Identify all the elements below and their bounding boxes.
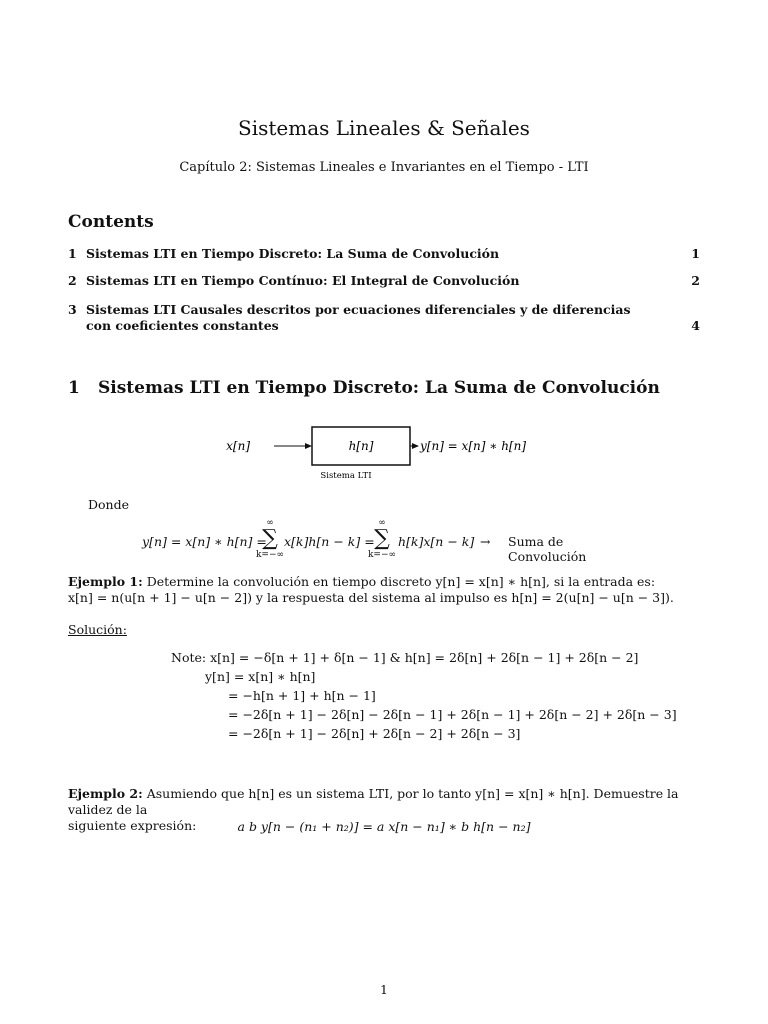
toc-item[interactable] <box>68 246 700 264</box>
sum-upper-limit: ∞ <box>378 518 386 528</box>
section-title: Sistemas LTI en Tiempo Discreto: La Suma de Convolución <box>98 378 660 398</box>
toc-item-text: Sistemas LTI en Tiempo Contínuo: El Integral de Convolución <box>86 273 520 288</box>
section-number: 1 <box>68 378 80 398</box>
diagram-input-label: x[n] <box>226 439 250 453</box>
section-heading <box>68 378 700 400</box>
contents-heading: Contents <box>68 212 154 232</box>
example-1 <box>68 574 708 606</box>
arrow-right-icon: → <box>480 534 491 549</box>
sigma-icon: ∑ <box>374 526 390 551</box>
conv-eq-term2: h[k]x[n − k] <box>398 534 475 549</box>
page-number: 1 <box>380 982 388 997</box>
toc-item[interactable] <box>68 273 700 291</box>
example-2-text: Asumiendo que h[n] es un sistema LTI, por lo tanto y[n] = x[n] ∗ h[n]. Demuestre la validez de la <box>68 786 679 817</box>
toc-item-text: Sistemas LTI en Tiempo Discreto: La Suma de Convolución <box>86 246 500 261</box>
sum-lower-limit: k=−∞ <box>367 550 397 560</box>
toc-item-number: 2 <box>68 273 77 288</box>
solution-step: = −2δ[n + 1] − 2δ[n] − 2δ[n − 1] + 2δ[n − 1] + 2δ[n − 2] + 2δ[n − 3] <box>228 707 677 722</box>
conv-eq-label: Suma de Convolución <box>508 534 587 564</box>
diagram-output-label: y[n] = x[n] ∗ h[n] <box>420 439 527 453</box>
convolution-equation <box>142 518 642 564</box>
input-arrow-head <box>305 443 312 449</box>
diagram-caption: Sistema LTI <box>320 471 372 481</box>
toc-item-page: 4 <box>691 318 700 333</box>
example-1-line1 <box>68 574 708 590</box>
example-2-line2: siguiente expresión: <box>68 818 197 833</box>
donde-text: Donde <box>88 497 129 512</box>
toc-item-page: 1 <box>691 246 700 261</box>
toc-item-text: Sistemas LTI Causales descritos por ecuaciones diferenciales y de diferencias con coeficientes constantes <box>86 302 631 333</box>
sum-upper-limit: ∞ <box>266 518 274 528</box>
sum-lower-limit: k=−∞ <box>255 550 285 560</box>
example-1-label: Ejemplo 1: <box>68 574 143 589</box>
lti-block-diagram <box>226 420 550 486</box>
toc-item[interactable] <box>68 302 700 336</box>
conv-eq-lhs: y[n] = x[n] ∗ h[n] = <box>142 534 267 549</box>
summation-symbol <box>362 518 402 560</box>
document-subtitle: Capítulo 2: Sistemas Lineales e Invariantes en el Tiempo - LTI <box>179 160 589 175</box>
toc-item-number: 1 <box>68 246 77 261</box>
example-1-text: Determine la convolución en tiempo discreto y[n] = x[n] ∗ h[n], si la entrada es: <box>146 574 656 589</box>
example-2-equation: a b y[n − (n₁ + n₂)] = a x[n − n₁] ∗ b h[n − n₂] <box>237 819 531 834</box>
solution-step: y[n] = x[n] ∗ h[n] <box>205 669 316 684</box>
example-2-label: Ejemplo 2: <box>68 786 143 801</box>
toc-item-page: 2 <box>691 273 700 288</box>
solution-note: Note: x[n] = −δ[n + 1] + δ[n − 1] & h[n] = 2δ[n] + 2δ[n − 1] + 2δ[n − 2] <box>171 650 639 665</box>
document-title: Sistemas Lineales & Señales <box>238 116 530 140</box>
conv-eq-term1: x[k]h[n − k] = <box>284 534 375 549</box>
solution-label: Solución: <box>68 622 127 637</box>
example-2-line1 <box>68 786 708 818</box>
output-arrow-head <box>412 443 419 449</box>
toc-item-number: 3 <box>68 302 77 317</box>
solution-step: = −h[n + 1] + h[n − 1] <box>228 688 376 703</box>
sigma-icon: ∑ <box>262 526 278 551</box>
example-1-line2: x[n] = n(u[n + 1] − u[n − 2]) y la respuesta del sistema al impulso es h[n] = 2(u[n] − u[n − 3]). <box>68 590 674 605</box>
diagram-block-label: h[n] <box>348 439 374 453</box>
solution-step: = −2δ[n + 1] − 2δ[n] + 2δ[n − 2] + 2δ[n − 3] <box>228 726 521 741</box>
